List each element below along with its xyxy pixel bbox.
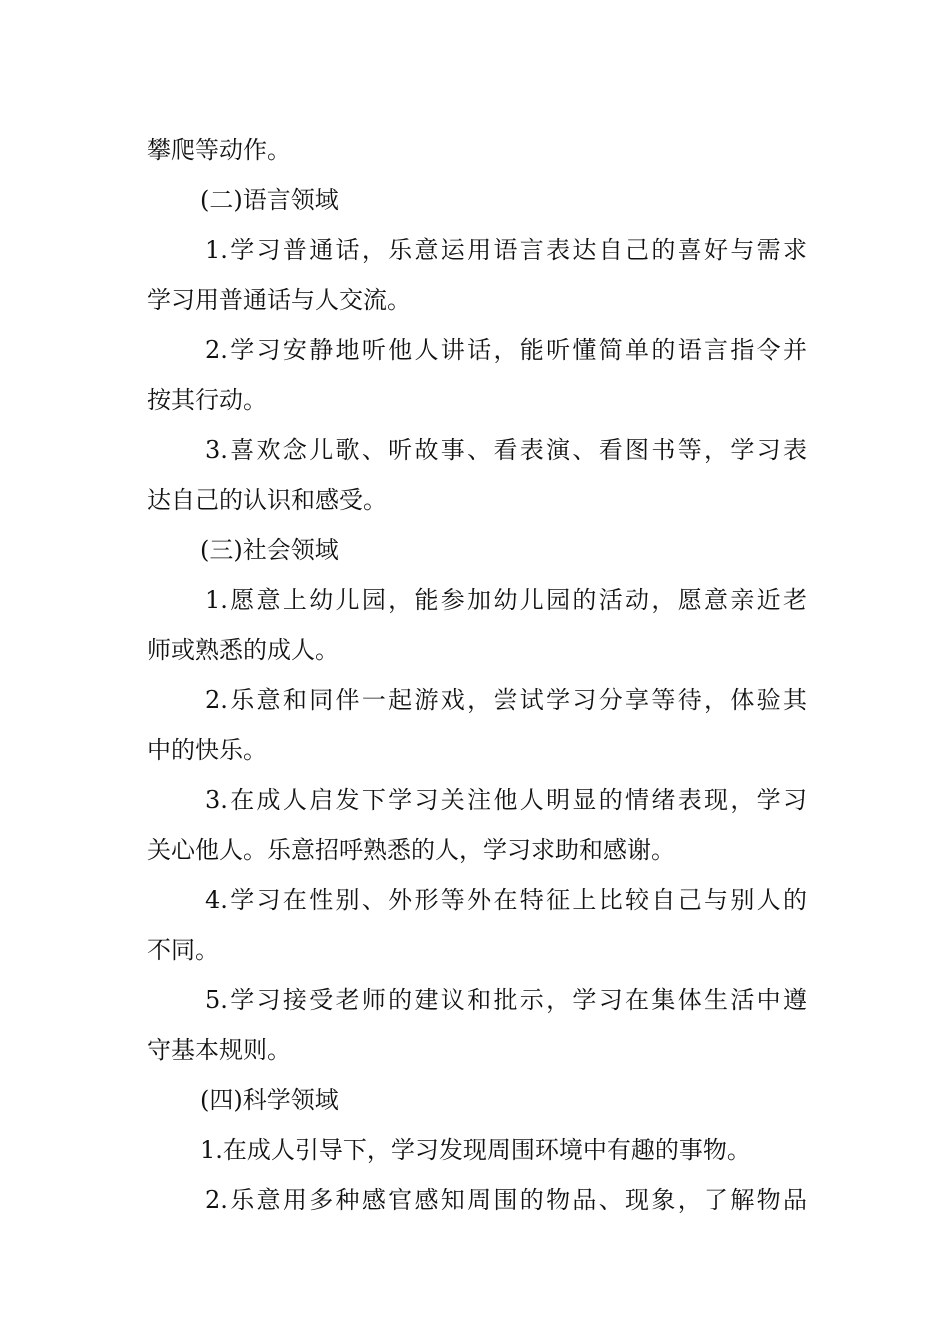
section-heading-language: (二)语言领域 bbox=[200, 186, 339, 214]
paragraph-line: 中的快乐。 bbox=[147, 736, 267, 764]
paragraph-line: 攀爬等动作。 bbox=[147, 136, 291, 164]
paragraph-line: 2.乐意和同伴一起游戏，尝试学习分享等待，体验其 bbox=[205, 686, 807, 714]
paragraph-line: 守基本规则。 bbox=[147, 1036, 291, 1064]
paragraph-line: 2.乐意用多种感官感知周围的物品、现象，了解物品 bbox=[205, 1186, 807, 1214]
paragraph-line: 学习用普通话与人交流。 bbox=[147, 286, 411, 314]
paragraph-line: 3.在成人启发下学习关注他人明显的情绪表现，学习 bbox=[205, 786, 807, 814]
paragraph-line: 关心他人。乐意招呼熟悉的人，学习求助和感谢。 bbox=[147, 836, 675, 864]
paragraph-line: 不同。 bbox=[147, 936, 219, 964]
section-heading-social: (三)社会领域 bbox=[200, 536, 339, 564]
paragraph-line: 1.学习普通话，乐意运用语言表达自己的喜好与需求 bbox=[205, 236, 807, 264]
paragraph-line: 3.喜欢念儿歌、听故事、看表演、看图书等，学习表 bbox=[205, 436, 807, 464]
paragraph-line: 2.学习安静地听他人讲话，能听懂简单的语言指令并 bbox=[205, 336, 807, 364]
paragraph-line: 按其行动。 bbox=[147, 386, 267, 414]
paragraph-line: 5.学习接受老师的建议和批示，学习在集体生活中遵 bbox=[205, 986, 807, 1014]
paragraph-line: 1.在成人引导下，学习发现周围环境中有趣的事物。 bbox=[200, 1136, 751, 1164]
paragraph-line: 1.愿意上幼儿园，能参加幼儿园的活动，愿意亲近老 bbox=[205, 586, 807, 614]
paragraph-line: 达自己的认识和感受。 bbox=[147, 486, 387, 514]
paragraph-line: 4.学习在性别、外形等外在特征上比较自己与别人的 bbox=[205, 886, 807, 914]
section-heading-science: (四)科学领域 bbox=[200, 1086, 339, 1114]
paragraph-line: 师或熟悉的成人。 bbox=[147, 636, 339, 664]
